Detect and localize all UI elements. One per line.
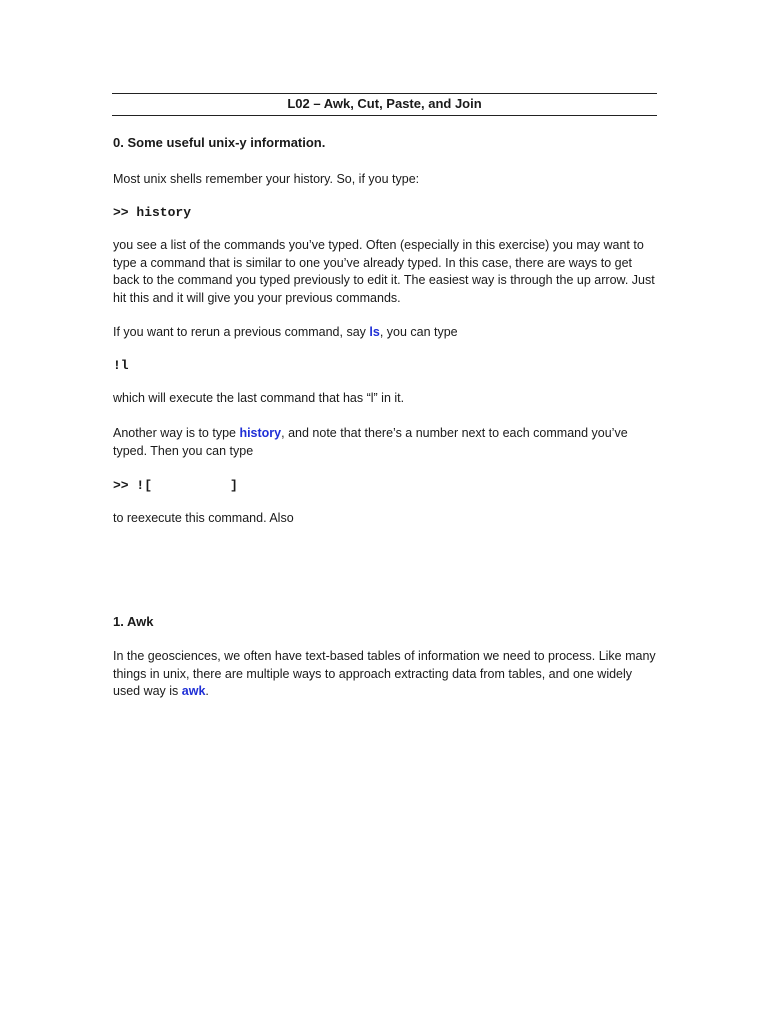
- paragraph-3-text-after: , you can type: [379, 325, 458, 339]
- history-command: >> history: [113, 205, 192, 220]
- bang-number-command: >> ![ ]: [113, 478, 238, 493]
- paragraph-5-text-after: , and note that there’s a number next to each command you’ve typed. Then you can type: [113, 426, 628, 458]
- section-0-paragraph-6: to reexecute this command. Also: [113, 511, 294, 525]
- section-1-paragraph-1: [113, 648, 658, 701]
- section-0-heading: 0. Some useful unix-y information.: [113, 135, 326, 150]
- awk-paragraph-text-before: In the geosciences, we often have text-based tables of information we need to process. Like many things in unix, there are multiple ways to approach extracting data from tables, and one widely used way is: [113, 649, 656, 698]
- section-0-paragraph-1: Most unix shells remember your history. So, if you type:: [113, 172, 420, 186]
- keyword-history: history: [239, 426, 282, 440]
- title-bottom-rule: [112, 115, 657, 116]
- section-1-heading: 1. Awk: [113, 614, 154, 629]
- paragraph-5-text-before: Another way is to type: [113, 426, 240, 440]
- bang-l-command: !l: [113, 358, 129, 373]
- keyword-ls: ls: [369, 325, 380, 339]
- section-0-paragraph-4: which will execute the last command that has “l” in it.: [113, 391, 405, 405]
- keyword-awk: awk: [181, 684, 206, 698]
- awk-paragraph-text-after: .: [205, 684, 209, 698]
- section-0-paragraph-3: [113, 324, 658, 342]
- section-0-paragraph-2: you see a list of the commands you’ve typed. Often (especially in this exercise) you may want to type a command that is similar to one you’ve already typed. In this case, there are ways to get back to the command you typed previously to edit it. The easiest way is through the up arrow. Just hit this and it will give you your previous commands.: [113, 238, 655, 305]
- document-title: L02 – Awk, Cut, Paste, and Join: [287, 96, 482, 111]
- paragraph-3-text-before: If you want to rerun a previous command, say: [113, 325, 370, 339]
- section-0-paragraph-5: [113, 425, 658, 460]
